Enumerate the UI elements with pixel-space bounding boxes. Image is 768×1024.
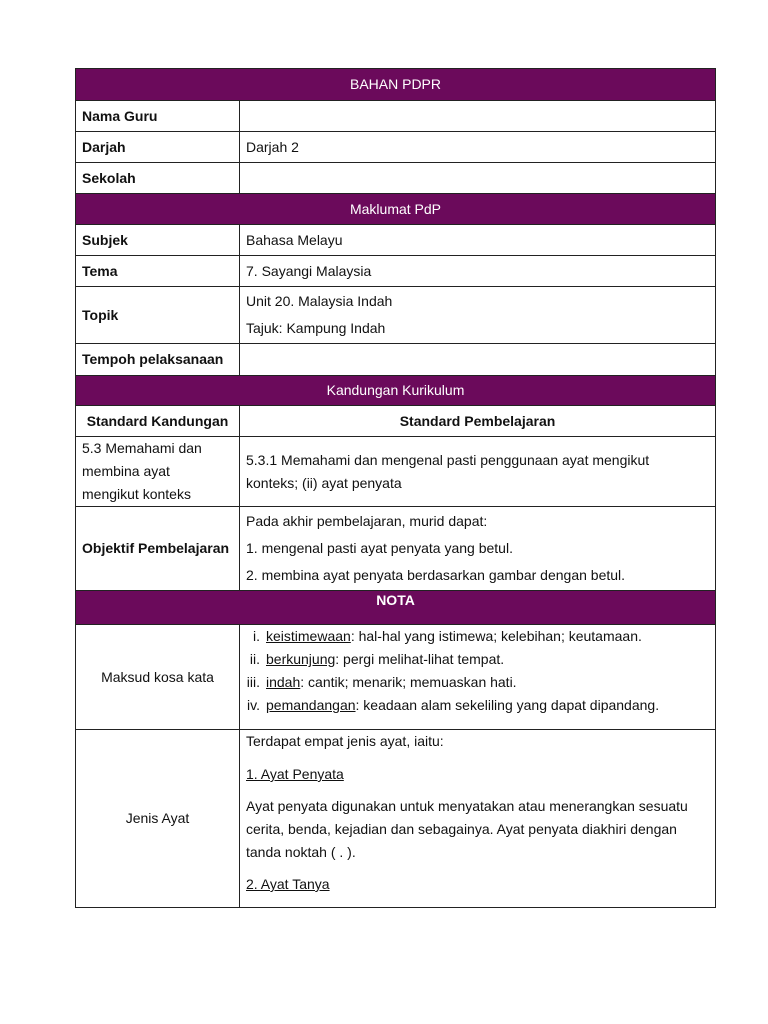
kosa-word: keistimewaan — [266, 628, 351, 644]
objektif-value — [240, 507, 716, 591]
info-row-darjah — [76, 132, 716, 163]
jenis-ayat-value — [240, 730, 716, 908]
objektif-row — [76, 507, 716, 591]
jenis-para-line-2: cerita, benda, kejadian dan sebagainya. Ayat penyata diakhiri dengan — [246, 821, 677, 837]
topik-line-1: Unit 20. Malaysia Indah — [246, 293, 393, 309]
sp-line-1: 5.3.1 Memahami dan mengenal pasti penggunaan ayat mengikut — [246, 451, 650, 468]
topik-row — [76, 287, 716, 344]
standard-kandungan-header: Standard Kandungan — [76, 406, 240, 437]
kosa-kata-item: ii. berkunjung: pergi melihat-lihat tempat. — [249, 651, 505, 667]
header-row — [76, 69, 716, 101]
kosa-kata-item: iii. indah: cantik; menarik; memuaskan hati. — [246, 674, 517, 690]
sk-line-2: membina ayat — [82, 463, 170, 479]
objektif-item-1: 1. mengenal pasti ayat penyata yang betul. — [246, 540, 513, 556]
standard-kandungan-value — [76, 437, 240, 507]
header-title: BAHAN PDPR — [76, 69, 716, 101]
kosa-kata-item: i. keistimewaan: hal-hal yang istimewa; kelebihan; keutamaan. — [253, 628, 642, 644]
standard-row — [76, 437, 716, 507]
kosa-kata-label: Maksud kosa kata — [76, 625, 240, 730]
jenis-para-line-1: Ayat penyata digunakan untuk menyatakan atau menerangkan sesuatu — [246, 798, 688, 814]
objektif-intro: Pada akhir pembelajaran, murid dapat: — [246, 513, 488, 529]
tempoh-label: Tempoh pelaksanaan — [76, 344, 240, 376]
kurikulum-title: Kandungan Kurikulum — [76, 376, 716, 406]
kosa-word: pemandangan — [266, 697, 356, 713]
jenis-intro: Terdapat empat jenis ayat, iaitu: — [246, 733, 444, 749]
jenis-heading-1: 1. Ayat Penyata — [246, 766, 344, 782]
darjah-value: Darjah 2 — [240, 132, 716, 163]
kosa-kata-item: iv. pemandangan: keadaan alam sekeliling yang dapat dipandang. — [247, 697, 660, 713]
jenis-para-line-3: tanda noktah ( . ). — [246, 844, 356, 860]
topik-label: Topik — [76, 287, 240, 344]
nama-guru-label: Nama Guru — [76, 101, 240, 132]
info-row-sekolah — [76, 163, 716, 194]
standard-pembelajaran-value — [240, 437, 716, 507]
jenis-heading-2: 2. Ayat Tanya — [246, 876, 330, 892]
jenis-ayat-label: Jenis Ayat — [76, 730, 240, 908]
tempoh-row — [76, 344, 716, 376]
subjek-row — [76, 225, 716, 256]
sekolah-label: Sekolah — [76, 163, 240, 194]
kosa-word: indah — [266, 674, 301, 690]
subjek-label: Subjek — [76, 225, 240, 256]
darjah-label: Darjah — [76, 132, 240, 163]
sp-line-2: konteks; (ii) ayat penyata — [246, 474, 402, 491]
nota-title: NOTA — [76, 591, 716, 625]
objektif-item-2: 2. membina ayat penyata berdasarkan gambar dengan betul. — [246, 567, 626, 583]
tema-row — [76, 256, 716, 287]
nama-guru-value — [240, 101, 716, 132]
tempoh-value — [240, 344, 716, 376]
sk-line-1: 5.3 Memahami dan — [82, 440, 202, 456]
sk-line-3: mengikut konteks — [82, 486, 191, 502]
standard-pembelajaran-header: Standard Pembelajaran — [240, 406, 716, 437]
kosa-word: berkunjung — [266, 651, 336, 667]
tema-label: Tema — [76, 256, 240, 287]
maklumat-title: Maklumat PdP — [76, 194, 716, 225]
topik-value — [240, 287, 716, 344]
topik-line-2: Tajuk: Kampung Indah — [246, 320, 386, 336]
kosa-kata-row — [76, 625, 716, 730]
maklumat-header-row — [76, 194, 716, 225]
sekolah-value — [240, 163, 716, 194]
kosa-kata-value — [240, 625, 716, 730]
jenis-ayat-row — [76, 730, 716, 908]
kurikulum-header-row — [76, 376, 716, 406]
kosa-kata-list — [240, 625, 709, 717]
objektif-label: Objektif Pembelajaran — [76, 507, 240, 591]
lesson-plan-table — [75, 68, 716, 908]
subjek-value: Bahasa Melayu — [240, 225, 716, 256]
info-row-nama-guru — [76, 101, 716, 132]
tema-value: 7. Sayangi Malaysia — [240, 256, 716, 287]
standard-header-row — [76, 406, 716, 437]
nota-header-row — [76, 591, 716, 625]
